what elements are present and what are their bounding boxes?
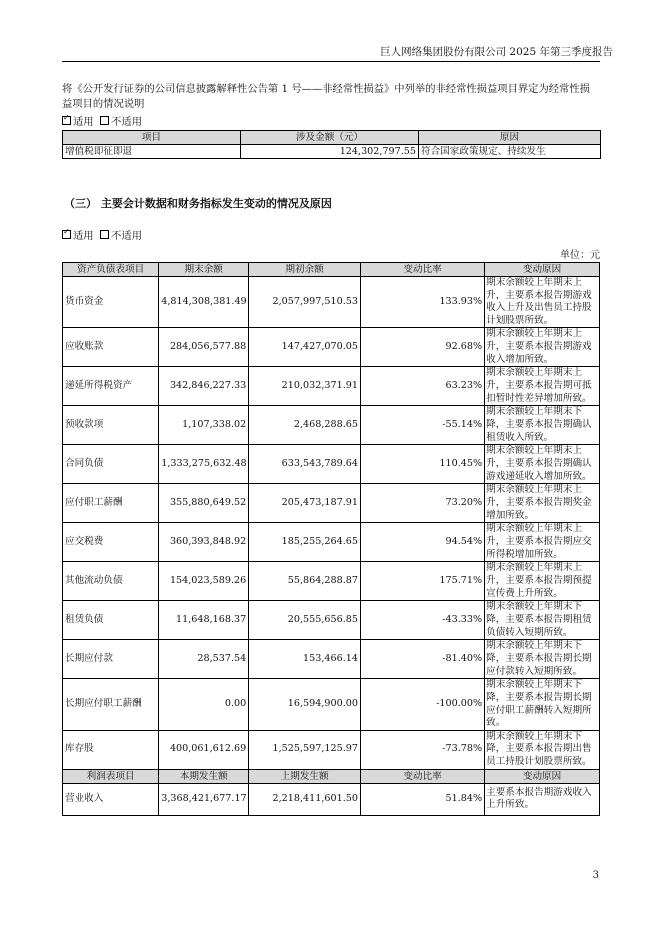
column-header: 变动比率 (360, 769, 484, 783)
table-cell: 2,057,997,510.53 (249, 277, 361, 328)
table-cell: 符合国家政策规定、持续发生 (419, 145, 601, 159)
column-header: 变动原因 (485, 263, 600, 277)
table-cell: 长期应付款 (63, 640, 159, 679)
table-cell: 94.54% (360, 523, 484, 562)
table-cell: 租赁负债 (63, 601, 159, 640)
table-cell: 147,427,070.05 (249, 328, 361, 367)
table-cell: 284,056,577.88 (159, 328, 249, 367)
table-row (63, 730, 600, 769)
table-cell: 154,023,589.26 (159, 562, 249, 601)
column-header: 本期发生额 (159, 769, 249, 783)
table-cell: 342,846,227.33 (159, 367, 249, 406)
applicable-label: 适用 (73, 116, 94, 128)
column-header: 上期发生额 (249, 769, 361, 783)
change-reason-cell: 期末余额较上年期末上升，主要系本报告期奖金增加所致。 (485, 484, 600, 523)
column-header: 涉及金额（元） (241, 131, 419, 145)
table-row (63, 562, 600, 601)
table-cell: 其他流动负债 (63, 562, 159, 601)
table-cell: 133.93% (360, 277, 484, 328)
table-cell: 3,368,421,677.17 (159, 783, 249, 815)
table-cell: -100.00% (360, 679, 484, 730)
table-cell: 124,302,797.55 (241, 145, 419, 159)
table-header-row (63, 769, 600, 783)
table-row (63, 640, 600, 679)
table-cell: 0.00 (159, 679, 249, 730)
table-row (63, 484, 600, 523)
unchecked-box-icon (100, 230, 109, 239)
table-cell: 28,537.54 (159, 640, 249, 679)
table-cell: 4,814,308,381.49 (159, 277, 249, 328)
not-applicable-label: 不适用 (111, 116, 143, 128)
table-cell: -55.14% (360, 406, 484, 445)
column-header: 原因 (419, 131, 601, 145)
table-row (63, 406, 600, 445)
table-cell: 633,543,789.64 (249, 445, 361, 484)
table-row (63, 277, 600, 328)
table-row (63, 679, 600, 730)
table-cell: -81.40% (360, 640, 484, 679)
table-row (63, 328, 600, 367)
column-header: 变动原因 (485, 769, 600, 783)
table-row (63, 445, 600, 484)
report-header-title: 巨人网络集团股份有限公司 2025 年第三季度报告 (380, 46, 613, 58)
section-title: （三） 主要会计数据和财务指标发生变动的情况及原因 (64, 197, 332, 210)
not-applicable-label: 不适用 (111, 230, 143, 242)
checked-box-icon (62, 230, 71, 239)
table-cell: 增值税即征即退 (63, 145, 241, 159)
table-cell: 递延所得税资产 (63, 367, 159, 406)
change-reason-cell: 期末余额较上年期末上升，主要系本报告期游戏收入增加所致。 (485, 328, 600, 367)
unit-label: 单位：元 (560, 250, 600, 261)
change-reason-cell: 期末余额较上年期末上升，主要系本报告期预提宣传费上升所致。 (485, 562, 600, 601)
column-header: 利润表项目 (63, 769, 159, 783)
header-divider (62, 61, 600, 62)
table-cell: 110.45% (360, 445, 484, 484)
column-header: 资产负债表项目 (63, 263, 159, 277)
intro-paragraph: 将《公开发行证券的公司信息披露解释性公告第 1 号——非经常性损益》中列举的非经常性损益项目界定为经常性损益项目的情况说明 (62, 83, 590, 110)
table-row (63, 523, 600, 562)
change-reason-cell: 期末余额较上年期末上升，主要系本报告期确认游戏递延收入增加所致。 (485, 445, 600, 484)
table-cell: 应收账款 (63, 328, 159, 367)
table-cell: 1,107,338.02 (159, 406, 249, 445)
unchecked-box-icon (100, 116, 109, 125)
table-cell: 210,032,371.91 (249, 367, 361, 406)
table-cell: 2,218,411,601.50 (249, 783, 361, 815)
table-cell: 185,255,264.65 (249, 523, 361, 562)
table-cell: 355,880,649.52 (159, 484, 249, 523)
table-cell: 175.71% (360, 562, 484, 601)
table-cell: 应交税费 (63, 523, 159, 562)
change-reason-cell: 期末余额较上年期末下降，主要系本报告期长期应付款转入短期所致。 (485, 640, 600, 679)
change-reason-cell: 期末余额较上年期末上升，主要系本报告期应交所得税增加所致。 (485, 523, 600, 562)
table-header-row (63, 131, 601, 145)
checked-box-icon (62, 116, 71, 125)
change-reason-cell: 期末余额较上年期末下降，主要系本报告期出售员工持股计划股票所致。 (485, 730, 600, 769)
table-cell: 205,473,187.91 (249, 484, 361, 523)
column-header: 期初余额 (249, 263, 361, 277)
table-cell: 360,393,848.92 (159, 523, 249, 562)
change-reason-cell: 期末余额较上年期末上升，主要系本报告期可抵扣暂时性差异增加所致。 (485, 367, 600, 406)
table-cell: 1,525,597,125.97 (249, 730, 361, 769)
table-cell: 20,555,656.85 (249, 601, 361, 640)
table-cell: 货币资金 (63, 277, 159, 328)
table-cell: 51.84% (360, 783, 484, 815)
table-cell: 92.68% (360, 328, 484, 367)
change-reason-cell: 期末余额较上年期末上升，主要系本报告期游戏收入上升及出售员工持股计划股票所致。 (485, 277, 600, 328)
table-row (63, 145, 601, 159)
nonrecurring-items-table (62, 130, 601, 159)
applicable-label: 适用 (73, 230, 94, 242)
table-cell: 55,864,288.87 (249, 562, 361, 601)
table-cell: -43.33% (360, 601, 484, 640)
change-reason-cell: 主要系本报告期游戏收入上升所致。 (485, 783, 600, 815)
column-header: 项目 (63, 131, 241, 145)
applicability-checkbox-group (62, 113, 142, 128)
table-header-row (63, 263, 600, 277)
page-number: 3 (592, 870, 599, 881)
financial-changes-table (62, 262, 600, 816)
change-reason-cell: 期末余额较上年期末下降，主要系本报告期租赁负债转入短期所致。 (485, 601, 600, 640)
table-row (63, 601, 600, 640)
table-cell: 16,594,900.00 (249, 679, 361, 730)
table-cell: -73.78% (360, 730, 484, 769)
applicability-checkbox-group (62, 227, 142, 242)
table-cell: 合同负债 (63, 445, 159, 484)
column-header: 变动比率 (360, 263, 484, 277)
table-cell: 预收款项 (63, 406, 159, 445)
table-row (63, 367, 600, 406)
change-reason-cell: 期末余额较上年期末下降，主要系本报告期长期应付职工薪酬转入短期所致。 (485, 679, 600, 730)
table-cell: 长期应付职工薪酬 (63, 679, 159, 730)
table-cell: 2,468,288.65 (249, 406, 361, 445)
column-header: 期末余额 (159, 263, 249, 277)
table-cell: 153,466.14 (249, 640, 361, 679)
table-row (63, 783, 600, 815)
change-reason-cell: 期末余额较上年期末下降，主要系本报告期确认租赁收入所致。 (485, 406, 600, 445)
table-cell: 1,333,275,632.48 (159, 445, 249, 484)
table-cell: 11,648,168.37 (159, 601, 249, 640)
table-cell: 应付职工薪酬 (63, 484, 159, 523)
table-cell: 400,061,612.69 (159, 730, 249, 769)
table-cell: 63.23% (360, 367, 484, 406)
table-cell: 库存股 (63, 730, 159, 769)
table-cell: 73.20% (360, 484, 484, 523)
table-cell: 营业收入 (63, 783, 159, 815)
